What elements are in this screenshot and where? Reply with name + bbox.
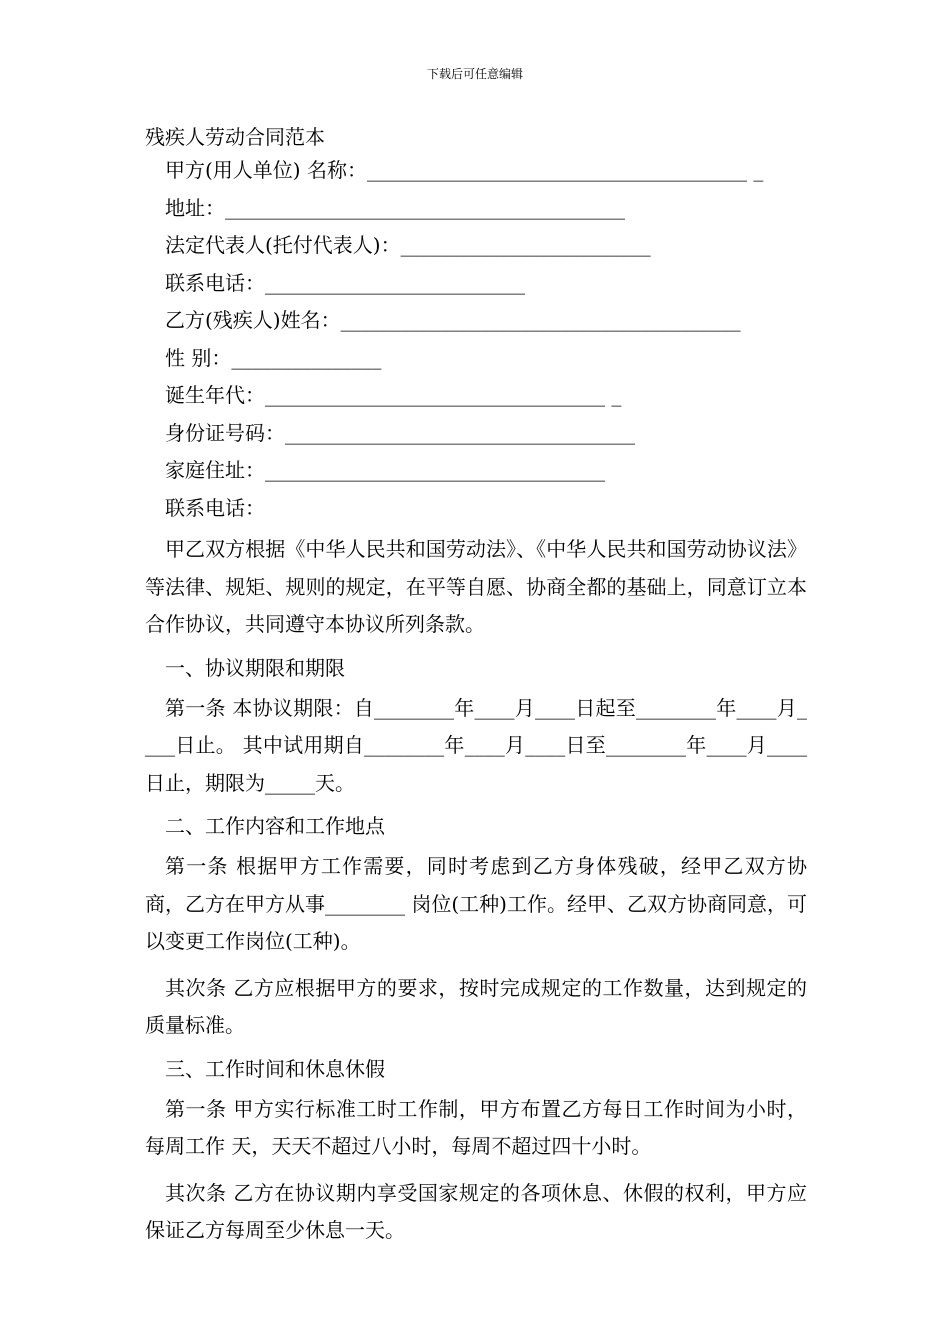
gender-field: 性 别：_______________ bbox=[165, 345, 382, 370]
section-heading-work: 二、工作内容和工作地点 bbox=[165, 814, 385, 838]
document-title: 残疾人劳动合同范本 bbox=[145, 125, 325, 149]
party-b-phone-field: 联系电话： bbox=[165, 495, 265, 520]
section-heading-hours: 三、工作时间和休息休假 bbox=[165, 1056, 385, 1081]
party-a-address-field: 地址：________________________________________ bbox=[165, 195, 625, 220]
clause-term: 第一条 本协议期限：自________年____月____日起至________年____月____日止。 其中试用期自________年____月____日至________年____月____日止，期限为_____天。 bbox=[145, 695, 807, 795]
party-b-name-field: 乙方(残疾人)姓名：________________________________________ bbox=[165, 308, 741, 332]
id-number-field: 身份证号码：___________________________________ bbox=[165, 420, 635, 445]
section-heading-term: 一、协议期限和期限 bbox=[165, 655, 345, 680]
document-body bbox=[145, 122, 807, 1259]
home-address-field: 家庭住址：__________________________________ bbox=[165, 458, 605, 482]
birth-year-field: 诞生年代：__________________________________ _ bbox=[165, 383, 622, 407]
clause-rest-days: 其次条 乙方在协议期内享受国家规定的各项休息、休假的权利，甲方应保证乙方每周至少休息一天。 bbox=[145, 1180, 807, 1242]
page-header: 下载后可任意编辑 bbox=[426, 67, 523, 81]
legal-representative-field: 法定代表人(托付代表人)：_________________________ bbox=[165, 233, 651, 257]
clause-work-hours: 第一条 甲方实行标准工时工作制，甲方布置乙方每日工作时间为小时，每周工作 天，天天不超过八小时，每周不超过四十小时。 bbox=[145, 1096, 807, 1158]
party-a-name-field: 甲方(用人单位) 名称：______________________________________ _ bbox=[165, 158, 764, 182]
clause-work-quality: 其次条 乙方应根据甲方的要求，按时完成规定的工作数量，达到规定的质量标准。 bbox=[145, 975, 807, 1037]
party-a-phone-field: 联系电话：__________________________ bbox=[165, 270, 525, 295]
intro-paragraph: 甲乙双方根据《中华人民共和国劳动法》、《中华人民共和国劳动协议法》等法律、规矩、规则的规定，在平等自愿、协商全都的基础上，同意订立本合作协议，共同遵守本协议所列条款。 bbox=[145, 537, 807, 636]
clause-work-position: 第一条 根据甲方工作需要，同时考虑到乙方身体残破，经甲乙双方协商，乙方在甲方从事________ 岗位(工种)工作。经甲、乙双方协商同意，可以变更工作岗位(工种)。 bbox=[145, 854, 807, 953]
